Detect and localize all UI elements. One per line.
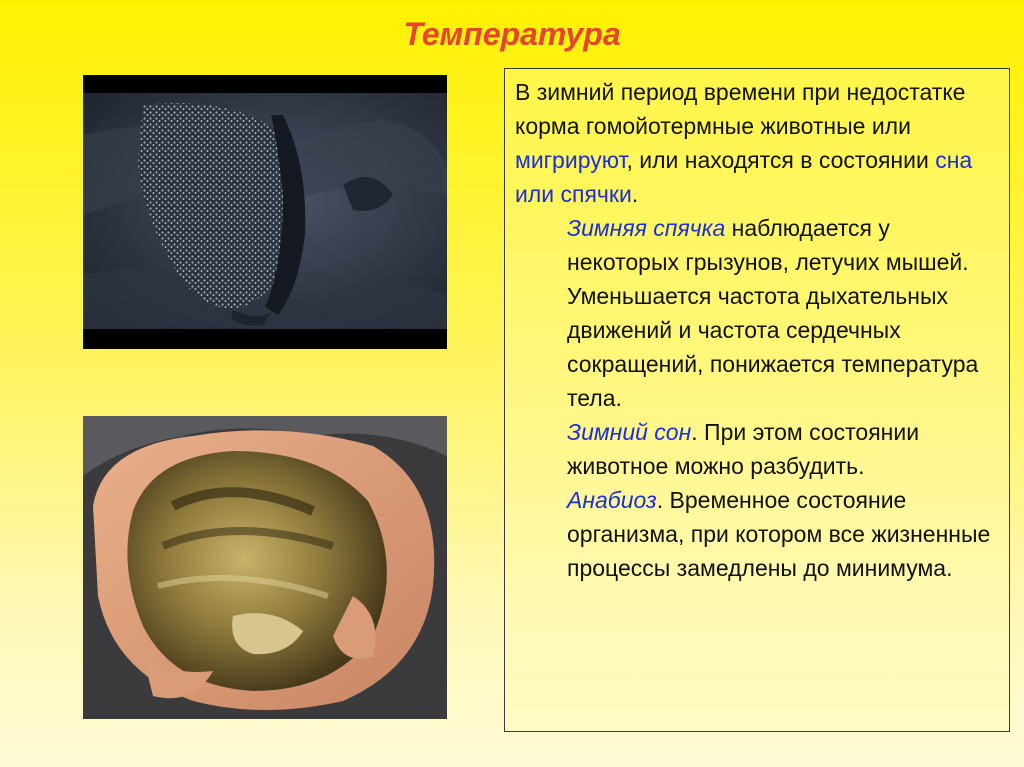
anabiosis-term: Анабиоз	[567, 487, 657, 513]
hibernating-bat-photo	[83, 75, 447, 349]
winter-sleep-paragraph	[515, 415, 999, 483]
winter-sleep-term: Зимний сон	[567, 419, 692, 445]
hibernation-paragraph	[515, 211, 999, 415]
intro-paragraph	[515, 75, 999, 211]
sleep-term: сна или спячки	[515, 147, 973, 207]
hibernation-text: наблюдается у некоторых грызунов, летучих мышей. Уменьшается частота дыхательных движений и частота сердечных сокращений, понижается температура тела.	[567, 215, 979, 411]
intro-text-2: , или находятся в состоянии	[626, 147, 936, 173]
slide-title: Температура	[403, 16, 621, 52]
hibernation-term: Зимняя спячка	[567, 215, 726, 241]
anabiosis-text: . Временное состояние организма, при котором все жизненные процессы замедлены до минимума.	[567, 487, 991, 581]
winter-sleep-text: . При этом состоянии животное можно разбудить.	[567, 419, 920, 479]
sleeping-chipmunk-photo	[83, 416, 447, 719]
intro-text-3: .	[631, 181, 639, 207]
description-textbox	[504, 68, 1010, 732]
intro-text-1: В зимний период времени при недостатке корма гомойотермные животные или	[515, 79, 966, 139]
anabiosis-paragraph	[515, 483, 999, 585]
migrate-term: мигрируют	[515, 147, 627, 173]
